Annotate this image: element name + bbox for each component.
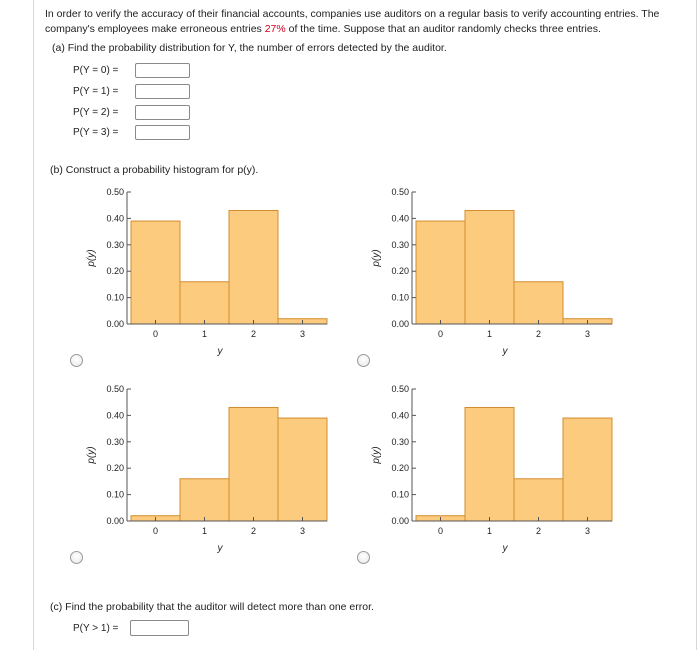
problem-statement: In order to verify the accuracy of their financial accounts, companies use auditors on a regular basis to verify accounting entries. The company's employees make erroneous entries 27% of the time. Suppose that an auditor randomly checks three entries. — [45, 8, 660, 35]
x-tick-label: 0 — [152, 526, 159, 536]
part-a-label: (a) Find the probability distribution for Y, the number of errors detected by the auditor. — [52, 42, 447, 54]
x-tick-label: 0 — [437, 329, 444, 339]
histogram-bar-3 — [278, 418, 327, 521]
x-axis-title: y — [502, 543, 508, 554]
radio-option-c[interactable] — [70, 551, 83, 564]
answer-input-more-than-one[interactable] — [130, 620, 189, 636]
y-tick-label: 0.30 — [106, 436, 124, 447]
y-axis-title: p(y) — [86, 249, 97, 267]
y-tick-label: 0.50 — [106, 384, 124, 394]
answer-input-y2[interactable] — [135, 105, 190, 120]
prob-label-y1: P(Y = 1) = — [73, 85, 119, 97]
prob-row-y1 — [73, 82, 190, 100]
histogram-bar-1 — [465, 210, 514, 324]
x-tick-label: 0 — [152, 329, 159, 339]
y-tick-label: 0.20 — [391, 463, 409, 474]
histogram-option-d — [365, 382, 625, 567]
y-tick-label: 0.50 — [106, 187, 124, 197]
prob-row-y2 — [73, 103, 190, 121]
y-tick-label: 0.40 — [391, 213, 409, 224]
radio-option-a[interactable] — [70, 354, 83, 367]
x-tick-label: 3 — [299, 329, 306, 339]
histogram-option-b — [365, 185, 625, 370]
y-tick-label: 0.10 — [391, 489, 409, 500]
x-tick-label: 1 — [486, 329, 493, 339]
y-tick-label: 0.10 — [391, 292, 409, 303]
prob-label-more-than-one: P(Y > 1) = — [73, 622, 119, 634]
answer-input-y1[interactable] — [135, 84, 190, 99]
x-tick-label: 0 — [437, 526, 444, 536]
x-tick-label: 2 — [250, 526, 257, 536]
prob-row-more-than-one — [73, 619, 189, 637]
histogram-bar-3 — [563, 418, 612, 521]
histogram-option-c — [80, 382, 340, 567]
y-tick-label: 0.30 — [391, 239, 409, 250]
histogram-bar-2 — [229, 407, 278, 521]
y-tick-label: 0.10 — [106, 292, 124, 303]
x-axis-title: y — [217, 543, 223, 554]
y-tick-label: 0.50 — [391, 187, 409, 197]
answer-input-y0[interactable] — [135, 63, 190, 78]
x-tick-label: 3 — [299, 526, 306, 536]
part-c-label: (c) Find the probability that the auditor will detect more than one error. — [50, 601, 374, 613]
radio-option-d[interactable] — [357, 551, 370, 564]
error-rate: 27% — [264, 23, 286, 35]
y-tick-label: 0.40 — [106, 410, 124, 421]
y-tick-label: 0.40 — [391, 410, 409, 421]
radio-option-b[interactable] — [357, 354, 370, 367]
histogram-bar-1 — [180, 282, 229, 324]
y-tick-label: 0.00 — [391, 516, 409, 526]
y-tick-label: 0.40 — [106, 213, 124, 224]
y-axis-title: p(y) — [86, 446, 97, 464]
x-tick-label: 2 — [535, 526, 542, 536]
y-tick-label: 0.10 — [106, 489, 124, 500]
y-tick-label: 0.00 — [106, 516, 124, 526]
part-b-label: (b) Construct a probability histogram for p(y). — [50, 164, 259, 176]
y-tick-label: 0.00 — [106, 319, 124, 329]
y-tick-label: 0.00 — [391, 319, 409, 329]
y-tick-label: 0.20 — [106, 266, 124, 277]
prob-row-y3 — [73, 123, 190, 141]
histogram-option-a — [80, 185, 340, 370]
histogram-bar-2 — [229, 210, 278, 324]
histogram-bar-2 — [514, 282, 563, 324]
y-tick-label: 0.20 — [106, 463, 124, 474]
x-tick-label: 1 — [201, 526, 208, 536]
histogram-bar-1 — [180, 479, 229, 521]
x-tick-label: 2 — [535, 329, 542, 339]
y-axis-title: p(y) — [371, 446, 382, 464]
histogram-bar-0 — [131, 221, 180, 324]
x-tick-label: 3 — [584, 526, 591, 536]
x-tick-label: 2 — [250, 329, 257, 339]
y-tick-label: 0.30 — [391, 436, 409, 447]
histogram-bar-2 — [514, 479, 563, 521]
y-axis-title: p(y) — [371, 249, 382, 267]
answer-input-y3[interactable] — [135, 125, 190, 140]
prob-label-y3: P(Y = 3) = — [73, 126, 119, 138]
y-tick-label: 0.50 — [391, 384, 409, 394]
histogram-bar-1 — [465, 407, 514, 521]
x-tick-label: 3 — [584, 329, 591, 339]
prob-label-y2: P(Y = 2) = — [73, 106, 119, 118]
histogram-bar-0 — [416, 221, 465, 324]
prob-label-y0: P(Y = 0) = — [73, 64, 119, 76]
x-axis-title: y — [502, 346, 508, 357]
x-tick-label: 1 — [201, 329, 208, 339]
x-axis-title: y — [217, 346, 223, 357]
x-tick-label: 1 — [486, 526, 493, 536]
y-tick-label: 0.30 — [106, 239, 124, 250]
y-tick-label: 0.20 — [391, 266, 409, 277]
prob-row-y0 — [73, 61, 190, 79]
